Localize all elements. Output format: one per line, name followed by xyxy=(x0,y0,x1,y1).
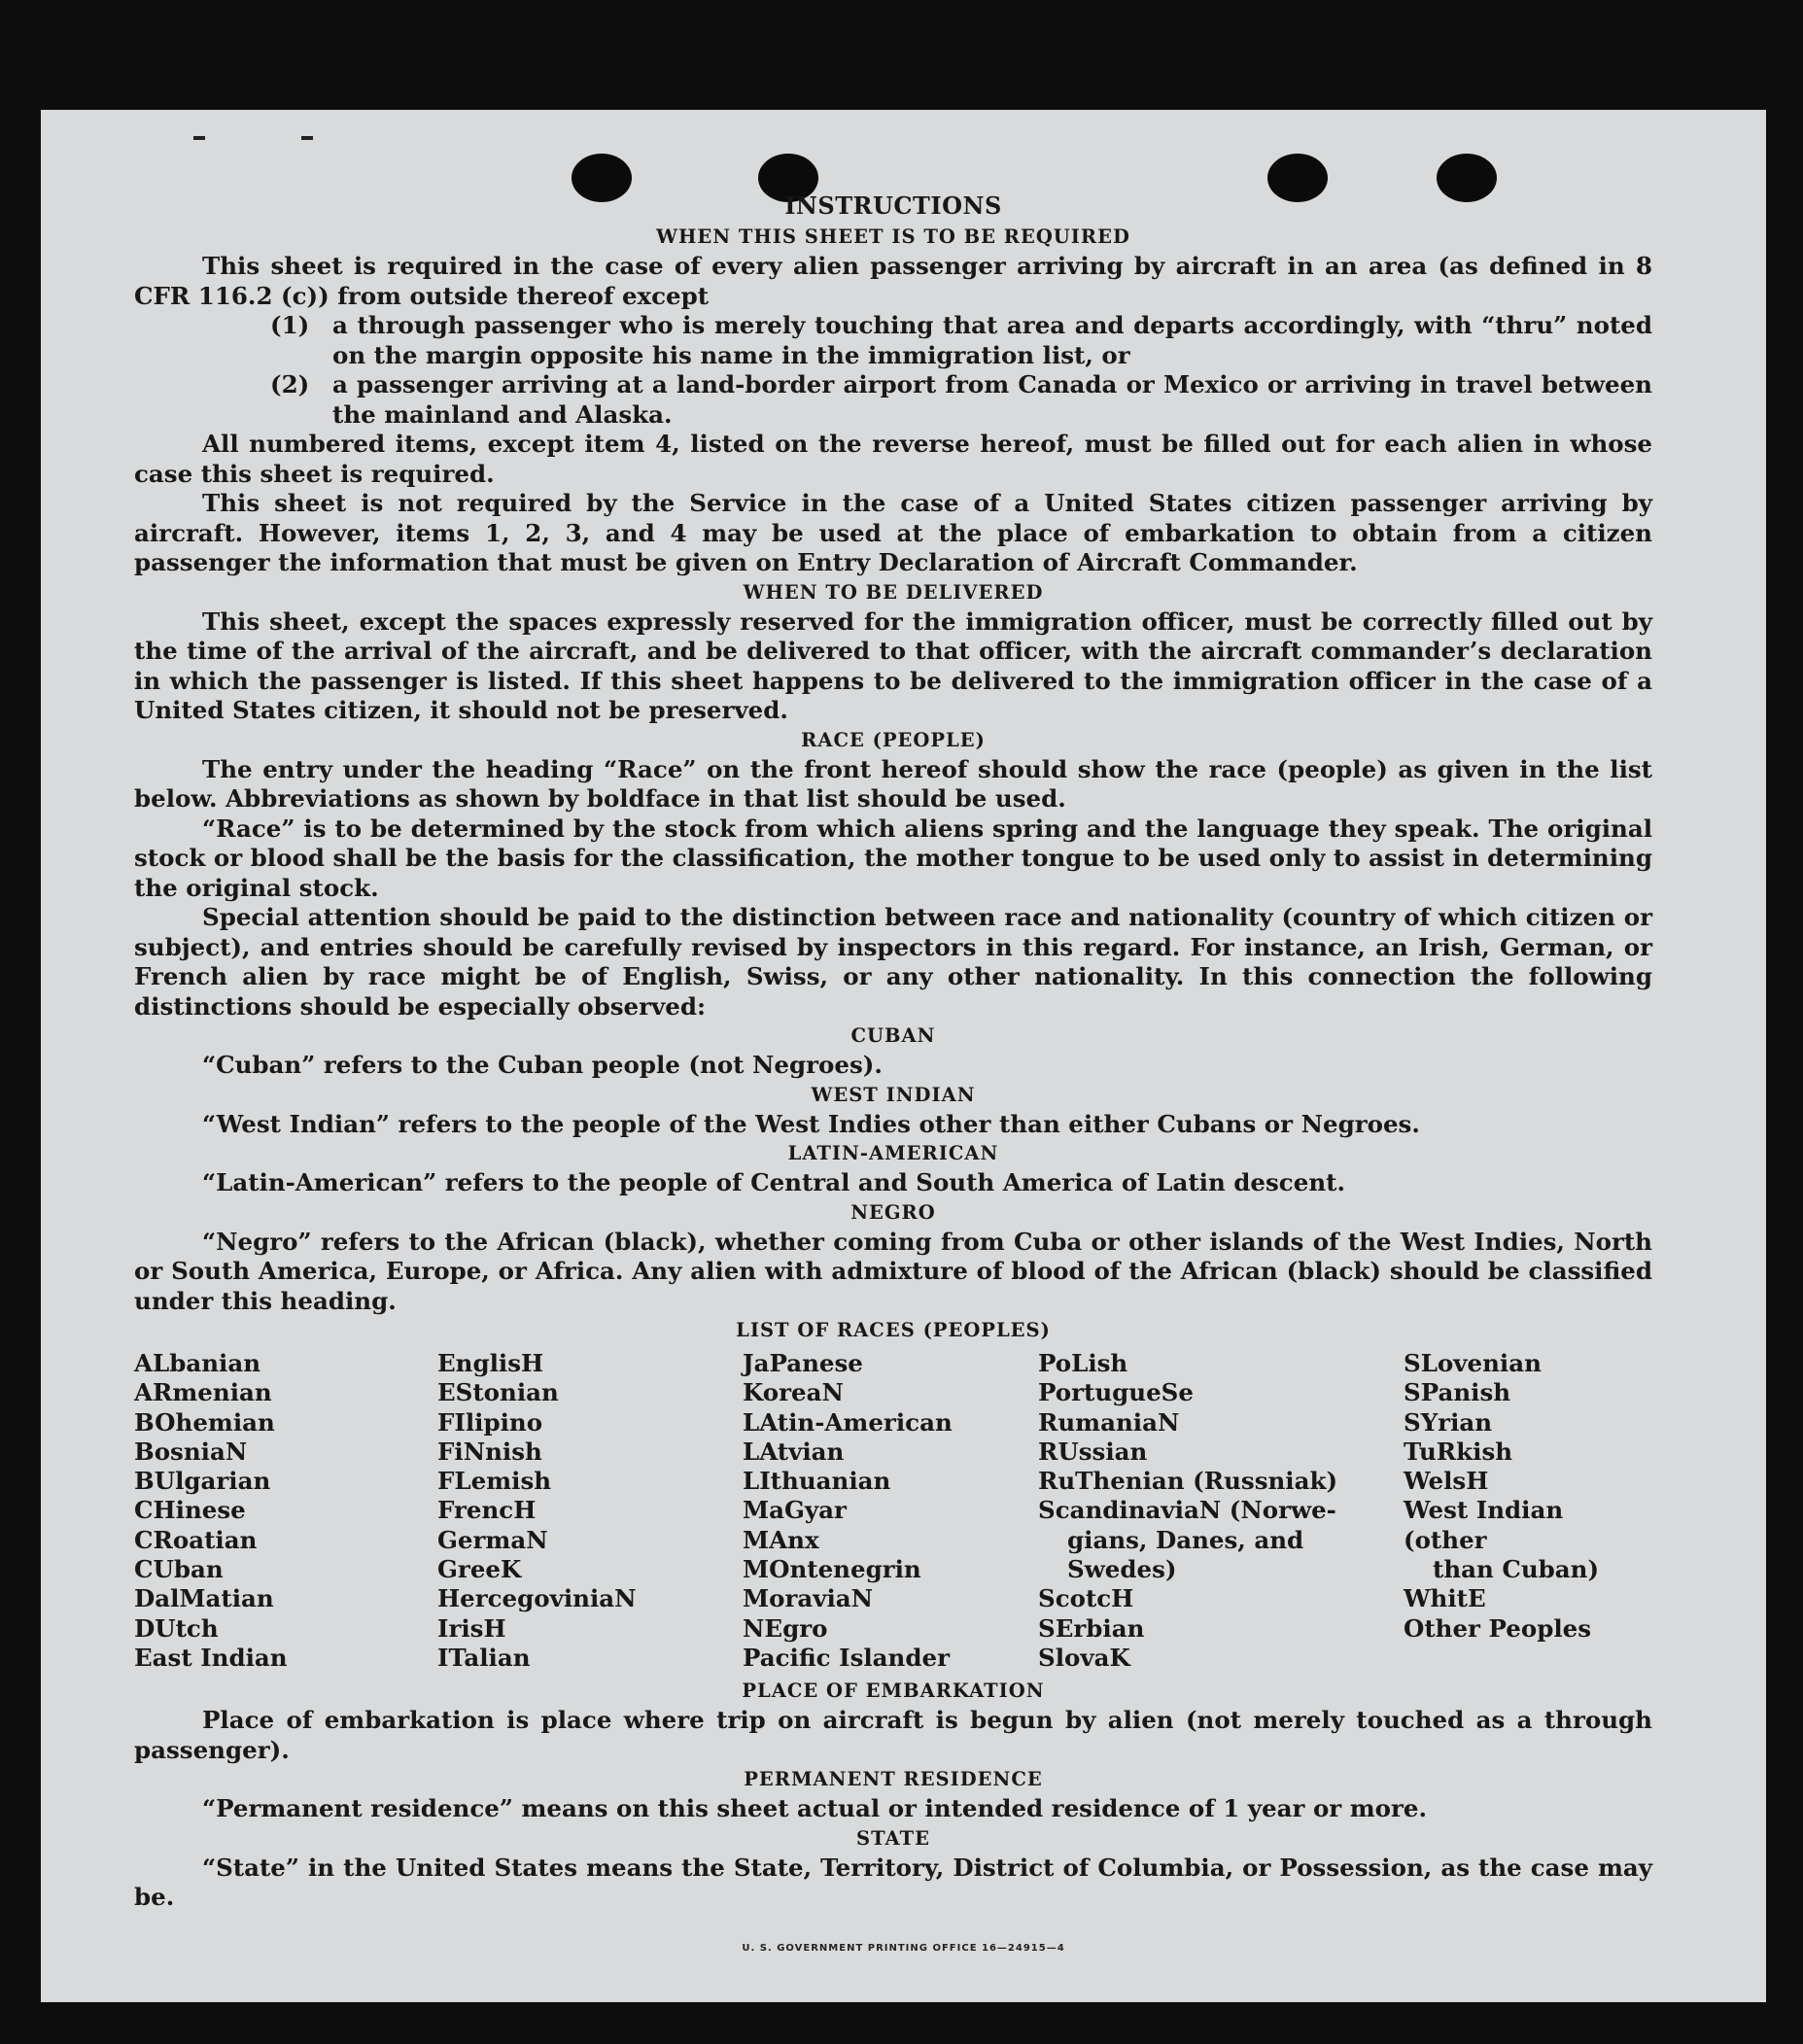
page-title: INSTRUCTIONS xyxy=(784,191,1002,220)
race-item: LAtin-American xyxy=(743,1407,953,1437)
race-item: Swedes) xyxy=(1067,1555,1177,1584)
race-item: LAtvian xyxy=(743,1437,845,1466)
race-item: RumaniaN xyxy=(1038,1407,1180,1437)
paragraph: “State” in the United States means the State, Territory, District of Columbia, or Possession, as the case may be. xyxy=(134,1853,1652,1912)
race-item: ITalian xyxy=(437,1643,531,1672)
race-item: IrisH xyxy=(437,1613,506,1643)
races-list xyxy=(134,1349,1652,1673)
race-item: PoLish xyxy=(1038,1349,1128,1377)
paragraph: The entry under the heading “Race” on the front hereof should show the race (people) as given in the list below. Abbreviations as shown by boldface in that list should be used. xyxy=(134,754,1652,813)
races-column xyxy=(1404,1349,1652,1673)
section-heading: WEST INDIAN xyxy=(811,1083,976,1106)
race-item: BosniaN xyxy=(134,1437,248,1466)
printing-office-footer: U. S. GOVERNMENT PRINTING OFFICE 16—24915—4 xyxy=(742,1943,1065,1954)
race-item: Pacific Islander xyxy=(743,1643,950,1672)
paragraph: This sheet is not required by the Service in the case of a United States citizen passenger arriving by aircraft. However, items 1, 2, 3, and 4 may be used at the place of embarkation to obtain from a citizen passenger the information that must be given on Entry Declaration of Aircraft Commander. xyxy=(134,489,1652,576)
section-heading: WHEN TO BE DELIVERED xyxy=(743,580,1044,604)
race-item: JaPanese xyxy=(743,1349,863,1377)
race-item: PortugueSe xyxy=(1038,1378,1194,1407)
race-item: DalMatian xyxy=(134,1584,274,1613)
race-item: WelsH xyxy=(1404,1467,1489,1496)
race-item: Other Peoples xyxy=(1404,1613,1592,1643)
paragraph: This sheet is required in the case of every alien passenger arriving by aircraft in an area (as defined in 8 CFR 116.2 (c)) from outside thereof except xyxy=(134,252,1652,310)
race-item: RUssian xyxy=(1038,1437,1148,1466)
race-item: MoraviaN xyxy=(743,1584,874,1613)
paragraph: “Cuban” refers to the Cuban people (not Negroes). xyxy=(202,1051,883,1079)
race-item: ScandinaviaN (Norwe- xyxy=(1038,1496,1336,1525)
races-column xyxy=(743,1349,1038,1673)
race-item: CRoatian xyxy=(134,1525,258,1554)
section-heading: LIST OF RACES (PEOPLES) xyxy=(736,1319,1051,1341)
instructions-text xyxy=(134,190,1652,1913)
race-item: SYrian xyxy=(1404,1407,1493,1437)
paragraph: “Permanent residence” means on this sheet actual or intended residence of 1 year or more. xyxy=(202,1794,1428,1823)
paragraph: “Race” is to be determined by the stock from which aliens spring and the language they speak. The original stock or blood shall be the basis for the classification, the mother tongue to be used only to assist in determining the original stock. xyxy=(134,814,1652,902)
race-item: West Indian (other xyxy=(1404,1496,1564,1554)
race-item: ScotcH xyxy=(1038,1584,1134,1613)
race-item: FIlipino xyxy=(437,1407,543,1437)
list-item: (2) a passenger arriving at a land-border airport from Canada or Mexico or arriving in travel between the mainland and Alaska. xyxy=(270,370,1652,429)
race-item: than Cuban) xyxy=(1433,1555,1600,1584)
race-item: East Indian xyxy=(134,1643,288,1672)
race-item: SPanish xyxy=(1404,1378,1511,1407)
race-item: ALbanian xyxy=(134,1349,261,1377)
paragraph: Special attention should be paid to the distinction between race and nationality (country of which citizen or subject), and entries should be carefully revised by inspectors in this regard. For instance, an Irish, German, or French alien by race might be of English, Swiss, or any other nationality. In this connection the following distinctions should be especially observed: xyxy=(134,903,1652,1021)
race-item: FLemish xyxy=(437,1467,552,1496)
race-item: TuRkish xyxy=(1404,1437,1513,1466)
print-mark xyxy=(301,136,313,140)
paragraph: “Negro” refers to the African (black), whether coming from Cuba or other islands of the West Indies, North or South America, Europe, or Africa. Any alien with admixture of blood of the African (black) should be classified under this heading. xyxy=(134,1227,1652,1315)
race-item: SlovaK xyxy=(1038,1643,1130,1672)
race-item: GermaN xyxy=(437,1525,548,1554)
section-heading: LATIN-AMERICAN xyxy=(787,1142,999,1164)
race-item: DUtch xyxy=(134,1613,219,1643)
race-item: EStonian xyxy=(437,1378,559,1407)
paragraph: All numbered items, except item 4, listed on the reverse hereof, must be filled out for each alien in whose case this sheet is required. xyxy=(134,430,1652,488)
race-item: KoreaN xyxy=(743,1378,844,1407)
race-item: CUban xyxy=(134,1555,224,1584)
section-heading: RACE (PEOPLE) xyxy=(801,728,986,751)
race-item: SErbian xyxy=(1038,1613,1145,1643)
paragraph: This sheet, except the spaces expressly reserved for the immigration officer, must be correctly filled out by the time of the arrival of the aircraft, and be delivered to that officer, with the aircraft commander’s declaration in which the passenger is listed. If this sheet happens to be delivered to the immigration officer in the case of a United States citizen, it should not be preserved. xyxy=(134,606,1652,724)
race-item: HercegoviniaN xyxy=(437,1584,637,1613)
print-mark xyxy=(193,136,205,140)
race-item: WhitE xyxy=(1404,1584,1486,1613)
race-item: GreeK xyxy=(437,1555,522,1584)
race-item: NEgro xyxy=(743,1613,828,1643)
section-heading: STATE xyxy=(856,1826,930,1850)
race-item: BUlgarian xyxy=(134,1467,271,1496)
list-item: (1) a through passenger who is merely touching that area and departs accordingly, with “thru” noted on the margin opposite his name in the immigration list, or xyxy=(270,311,1652,369)
race-item: FrencH xyxy=(437,1496,537,1525)
race-item: MaGyar xyxy=(743,1496,847,1525)
race-item: EnglisH xyxy=(437,1349,544,1377)
paragraph: “West Indian” refers to the people of the West Indies other than either Cubans or Negroes. xyxy=(202,1109,1420,1138)
races-column xyxy=(134,1349,437,1673)
race-item: BOhemian xyxy=(134,1407,275,1437)
race-item: FiNnish xyxy=(437,1437,542,1466)
race-item: CHinese xyxy=(134,1496,246,1525)
races-column xyxy=(437,1349,743,1673)
race-item: SLovenian xyxy=(1404,1349,1542,1377)
race-item: ARmenian xyxy=(134,1378,272,1407)
section-heading: NEGRO xyxy=(850,1200,936,1224)
races-column xyxy=(1038,1349,1404,1673)
race-item: MAnx xyxy=(743,1525,819,1554)
paragraph: “Latin-American” refers to the people of Central and South America of Latin descent. xyxy=(202,1168,1345,1196)
document-sheet xyxy=(41,110,1766,2002)
section-heading: PLACE OF EMBARKATION xyxy=(742,1680,1045,1703)
race-item: gians, Danes, and xyxy=(1067,1525,1304,1554)
paragraph: Place of embarkation is place where trip on aircraft is begun by alien (not merely touched as a through passenger). xyxy=(134,1706,1652,1764)
race-item: MOntenegrin xyxy=(743,1555,921,1584)
race-item: LIthuanian xyxy=(743,1467,891,1496)
section-heading: WHEN THIS SHEET IS TO BE REQUIRED xyxy=(656,225,1130,248)
section-heading: PERMANENT RESIDENCE xyxy=(744,1768,1043,1791)
race-item: RuThenian (Russniak) xyxy=(1038,1467,1338,1496)
section-heading: CUBAN xyxy=(850,1024,936,1047)
